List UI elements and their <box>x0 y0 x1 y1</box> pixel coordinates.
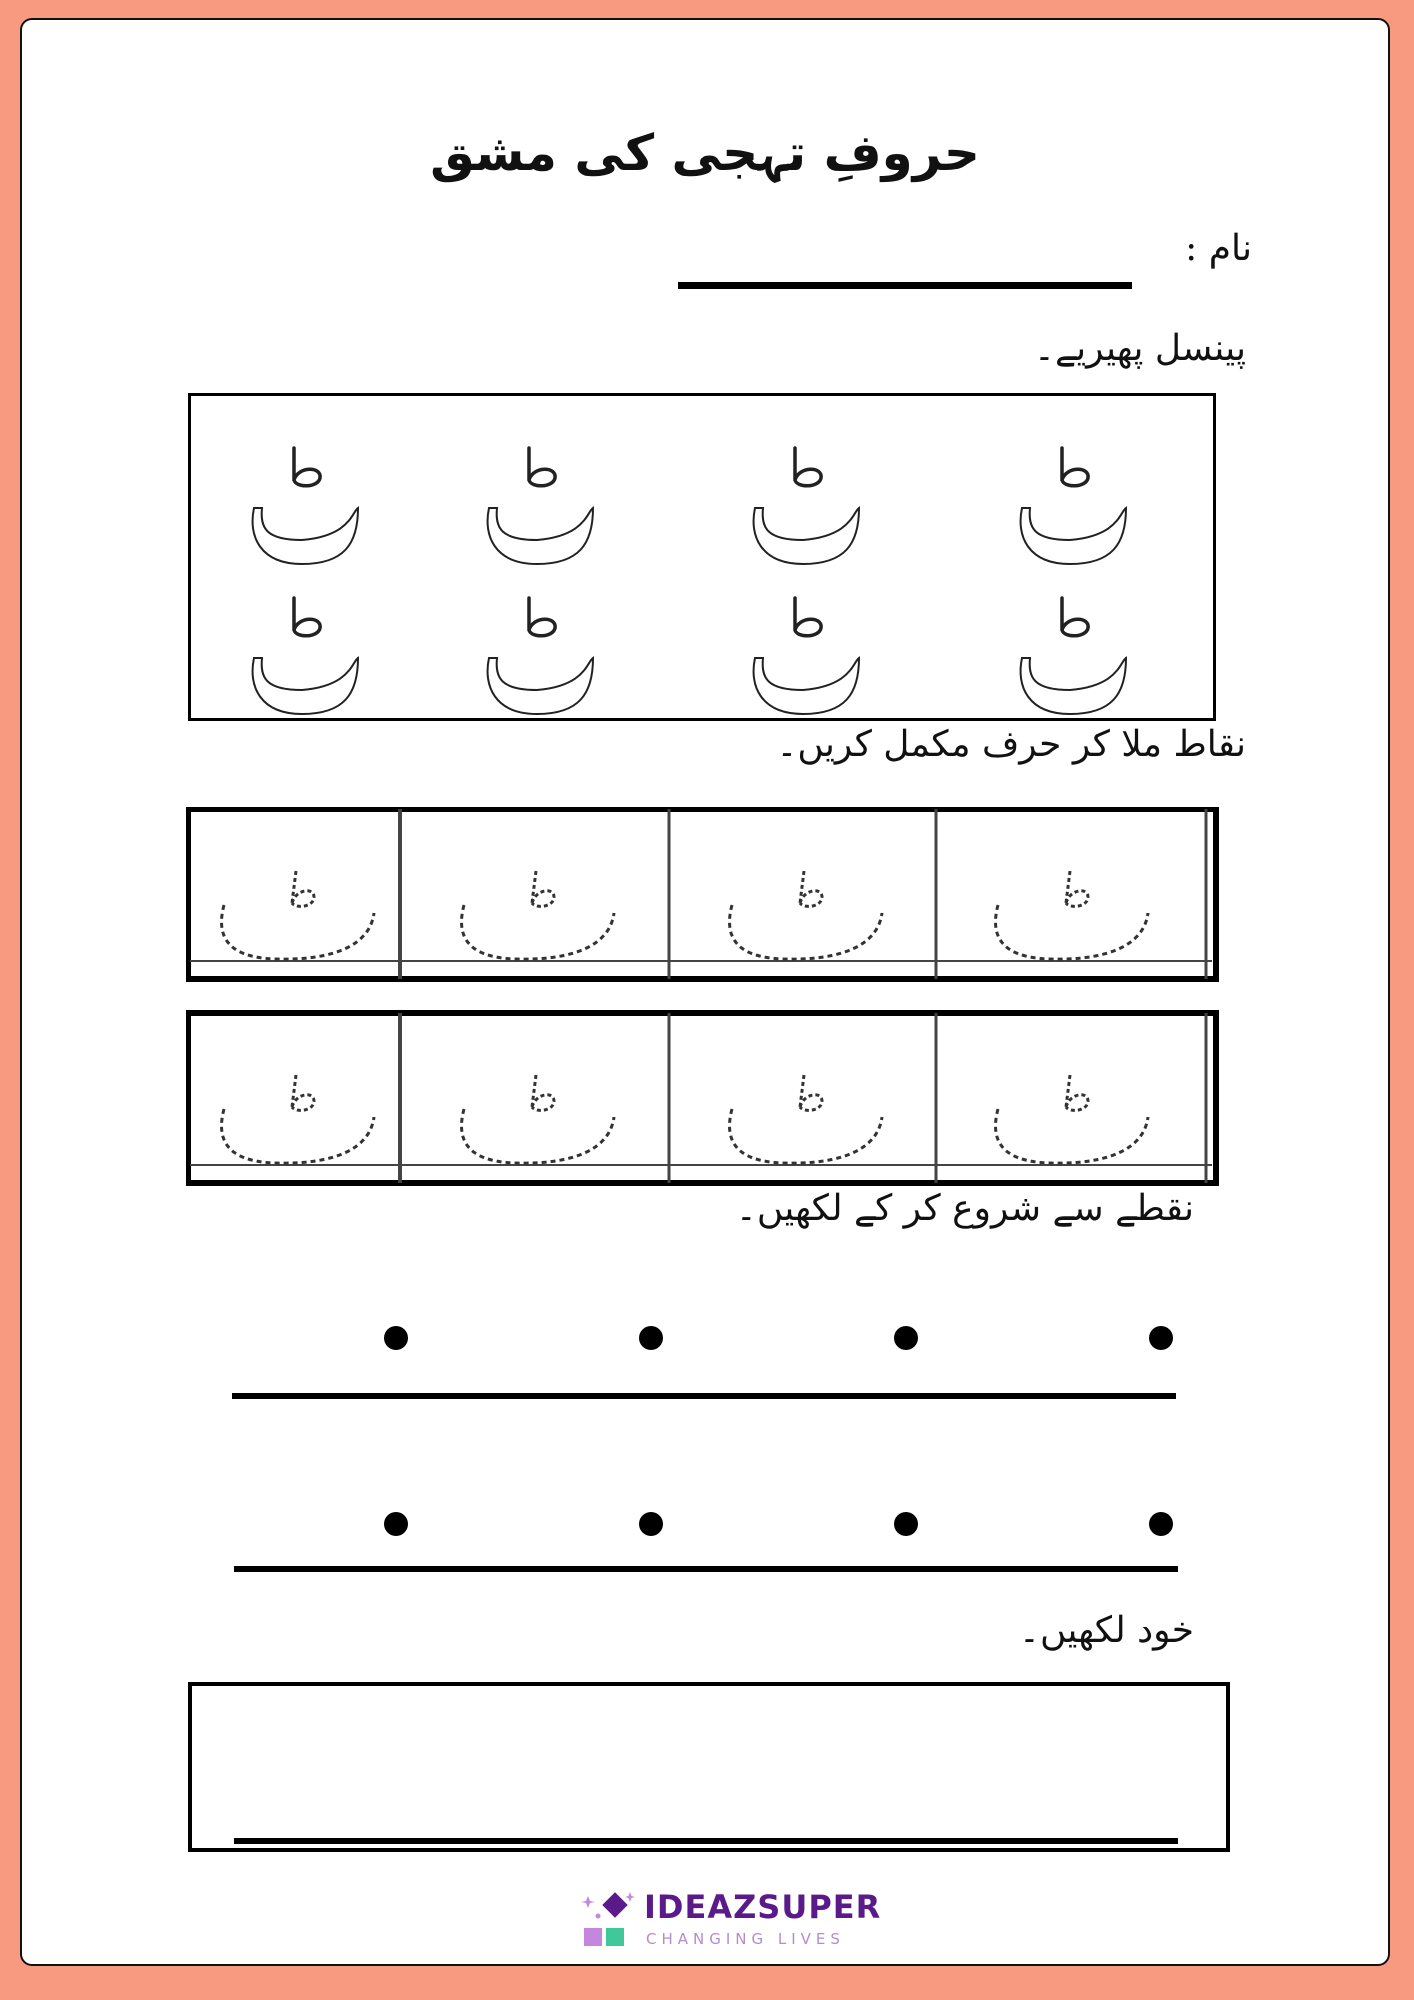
free-writing-line[interactable] <box>234 1838 1178 1844</box>
start-dot[interactable] <box>1149 1512 1173 1536</box>
worksheet-page <box>20 18 1390 1966</box>
start-dot[interactable] <box>1149 1326 1173 1350</box>
trace-box <box>188 393 1216 721</box>
start-dot[interactable] <box>894 1326 918 1350</box>
trace-letter[interactable] <box>1021 448 1126 564</box>
dotted-strip-2 <box>188 1013 1216 1183</box>
trace-letter[interactable] <box>488 598 593 714</box>
trace-letter[interactable] <box>754 598 859 714</box>
start-dot[interactable] <box>384 1512 408 1536</box>
section-start-dot-heading: نقطے سے شروع کر کے لکھیں۔ <box>735 1188 1194 1229</box>
page-title: حروفِ تہجی کی مشق <box>430 124 980 182</box>
dotted-letter-strips <box>186 807 1220 1189</box>
start-dot[interactable] <box>894 1512 918 1536</box>
writing-line[interactable] <box>234 1566 1178 1572</box>
start-dot[interactable] <box>639 1512 663 1536</box>
writing-line[interactable] <box>232 1393 1176 1399</box>
section-write-yourself-heading: خود لکھیں۔ <box>1018 1610 1194 1651</box>
trace-letter[interactable] <box>488 448 593 564</box>
section-trace-heading: پینسل پھیریے۔ <box>1033 328 1246 369</box>
logo-mark <box>580 1890 642 1952</box>
trace-letters <box>191 396 1213 718</box>
trace-letter[interactable] <box>754 448 859 564</box>
trace-letter[interactable] <box>1021 598 1126 714</box>
name-label: نام : <box>1185 228 1252 269</box>
brand-logo <box>580 1888 900 1958</box>
start-dot[interactable] <box>384 1326 408 1350</box>
start-dot[interactable] <box>639 1326 663 1350</box>
trace-letter[interactable] <box>253 448 358 564</box>
brand-name: IDEAZSUPER <box>644 1888 882 1926</box>
trace-letter[interactable] <box>253 598 358 714</box>
dotted-strip-1 <box>188 809 1216 979</box>
name-underline[interactable] <box>678 282 1132 289</box>
free-writing-box[interactable] <box>188 1682 1230 1852</box>
brand-tagline: CHANGING LIVES <box>646 1930 845 1948</box>
section-join-dots-heading: نقاط ملا کر حرف مکمل کریں۔ <box>776 724 1246 765</box>
